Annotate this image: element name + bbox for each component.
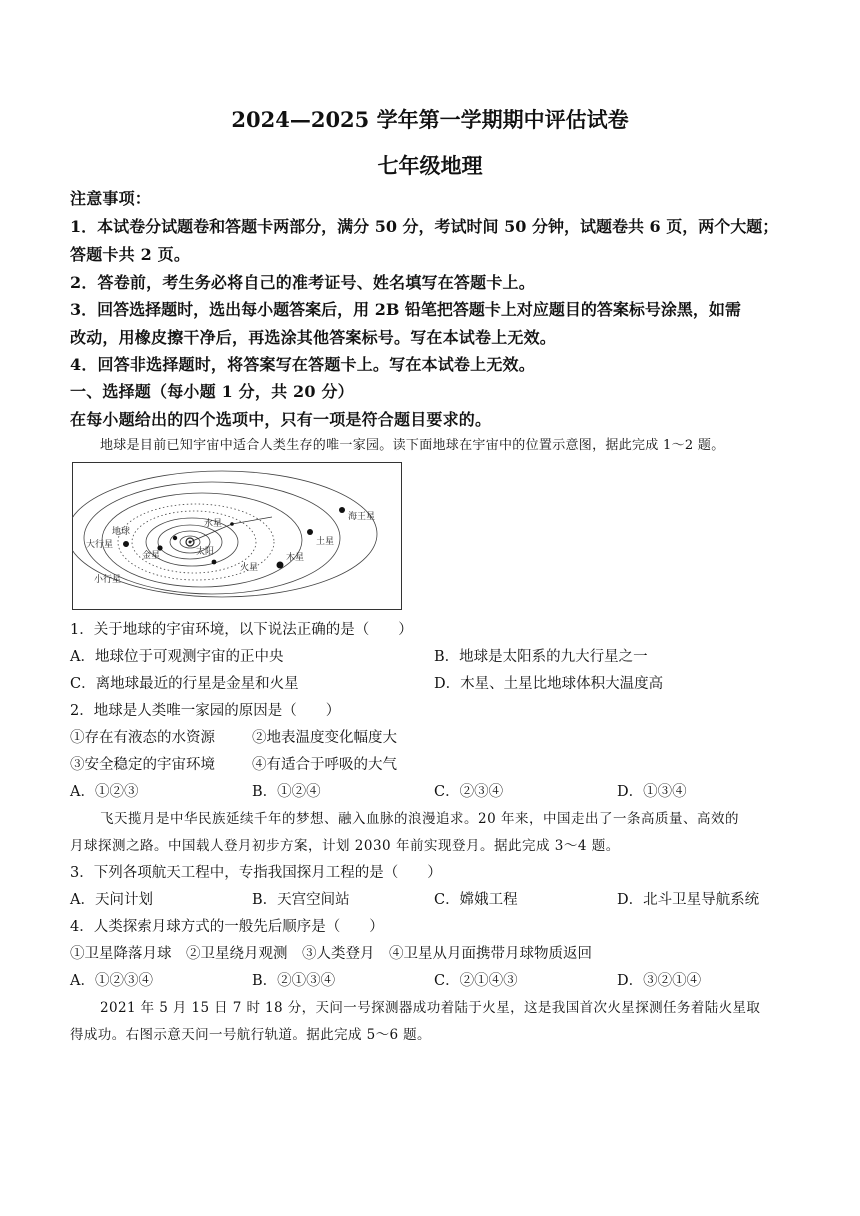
q2-statement-4: ④有适合于呼吸的大气 [252, 757, 397, 773]
label-mercury: 水星 [204, 519, 223, 529]
label-saturn: 土星 [316, 537, 335, 547]
q2-statement-2: ②地表温度变化幅度大 [252, 730, 397, 746]
q1-option-d[interactable]: D．木星、土星比地球体积大温度高 [434, 676, 664, 692]
intro-1: 地球是目前已知宇宙中适合人类生存的唯一家园。读下面地球在宇宙中的位置示意图，据此完成 1～2 题。 [100, 438, 725, 453]
label-sun: 太阳 [196, 547, 215, 557]
q2-option-b[interactable]: B．①②④ [252, 784, 321, 800]
solar-system-figure [72, 462, 402, 610]
q3-option-b[interactable]: B．天宫空间站 [252, 892, 350, 908]
notice-4: 4．回答非选择题时，将答案写在答题卡上。写在本试卷上无效。 [70, 355, 535, 374]
notice-3: 3．回答选择题时，选出每小题答案后，用 2B 铅笔把答题卡上对应题目的答案标号涂黑，如需 [70, 300, 741, 319]
section1-title: 一、选择题（每小题 1 分，共 20 分） [70, 382, 354, 401]
q4-stem: 4．人类探索月球方式的一般先后顺序是（ ） [70, 919, 384, 935]
exam-subtitle: 七年级地理 [377, 153, 483, 178]
mars-icon [212, 560, 217, 565]
saturn-icon [307, 529, 313, 535]
q3-option-d[interactable]: D．北斗卫星导航系统 [617, 892, 760, 908]
neptune-icon [339, 507, 345, 513]
notice-heading: 注意事项： [70, 189, 152, 208]
q4-option-c[interactable]: C．②①④③ [434, 973, 518, 989]
q4-sequence: ①卫星降落月球 ②卫星绕月观测 ③人类登月 ④卫星从月面携带月球物质返回 [70, 946, 592, 962]
section1-instruction: 在每小题给出的四个选项中，只有一项是符合题目要求的。 [70, 410, 492, 429]
q2-statement-1: ①存在有液态的水资源 [70, 730, 215, 746]
mercury-icon [173, 536, 177, 540]
intro-3-line2: 得成功。右图示意天问一号航行轨道。据此完成 5～6 题。 [70, 1027, 431, 1043]
venus-icon [157, 545, 162, 550]
intro-2-line2: 月球探测之路。中国载人登月初步方案，计划 2030 年前实现登月。据此完成 3～4 题。 [70, 838, 620, 854]
label-asteroid: 小行星 [94, 575, 122, 585]
q2-statement-3: ③安全稳定的宇宙环境 [70, 757, 215, 773]
q4-option-a[interactable]: A．①②③④ [70, 973, 153, 989]
label-xingxi: 大行星 [86, 540, 114, 550]
q3-option-a[interactable]: A．天问计划 [70, 892, 153, 908]
q2-option-a[interactable]: A．①②③ [70, 784, 139, 800]
label-neptune: 海王星 [348, 512, 376, 522]
label-earth: 地球 [112, 527, 131, 537]
earth-icon [123, 541, 129, 547]
q2-option-c[interactable]: C．②③④ [434, 784, 504, 800]
q3-stem: 3．下列各项航天工程中，专指我国探月工程的是（ ） [70, 865, 442, 881]
label-jupiter: 木星 [286, 553, 305, 563]
notice-1-cont: 答题卡共 2 页。 [70, 245, 191, 264]
q2-option-d[interactable]: D．①③④ [617, 784, 687, 800]
intro-3-line1: 2021 年 5 月 15 日 7 时 18 分，天问一号探测器成功着陆于火星，这是我国首次火星探测任务着陆火星取 [100, 1000, 761, 1016]
q2-stem: 2．地球是人类唯一家园的原因是（ ） [70, 703, 341, 719]
q1-option-c[interactable]: C．离地球最近的行星是金星和火星 [70, 676, 299, 692]
jupiter-icon [277, 562, 284, 569]
label-mars: 火星 [240, 563, 259, 573]
solar-system-diagram [72, 462, 402, 610]
label-venus: 金星 [142, 551, 161, 561]
notice-3-cont: 改动，用橡皮擦干净后，再选涂其他答案标号。写在本试卷上无效。 [70, 328, 557, 347]
notice-1: 1．本试卷分试题卷和答题卡两部分，满分 50 分，考试时间 50 分钟，试题卷共 6 页，两个大题； [70, 217, 779, 236]
q3-option-c[interactable]: C．嫦娥工程 [434, 892, 518, 908]
q4-option-d[interactable]: D．③②①④ [617, 973, 702, 989]
q1-stem: 1．关于地球的宇宙环境，以下说法正确的是（ ） [70, 622, 413, 638]
notice-2: 2．答卷前，考生务必将自己的准考证号、姓名填写在答题卡上。 [70, 273, 535, 292]
q1-option-a[interactable]: A．地球位于可观测宇宙的正中央 [70, 649, 284, 665]
intro-2-line1: 飞天揽月是中华民族延续千年的梦想、融入血脉的浪漫追求。20 年来，中国走出了一条高质量、高效的 [100, 811, 739, 827]
q1-option-b[interactable]: B．地球是太阳系的九大行星之一 [434, 649, 648, 665]
q4-option-b[interactable]: B．②①③④ [252, 973, 336, 989]
exam-title: 2024—2025 学年第一学期期中评估试卷 [231, 107, 629, 132]
